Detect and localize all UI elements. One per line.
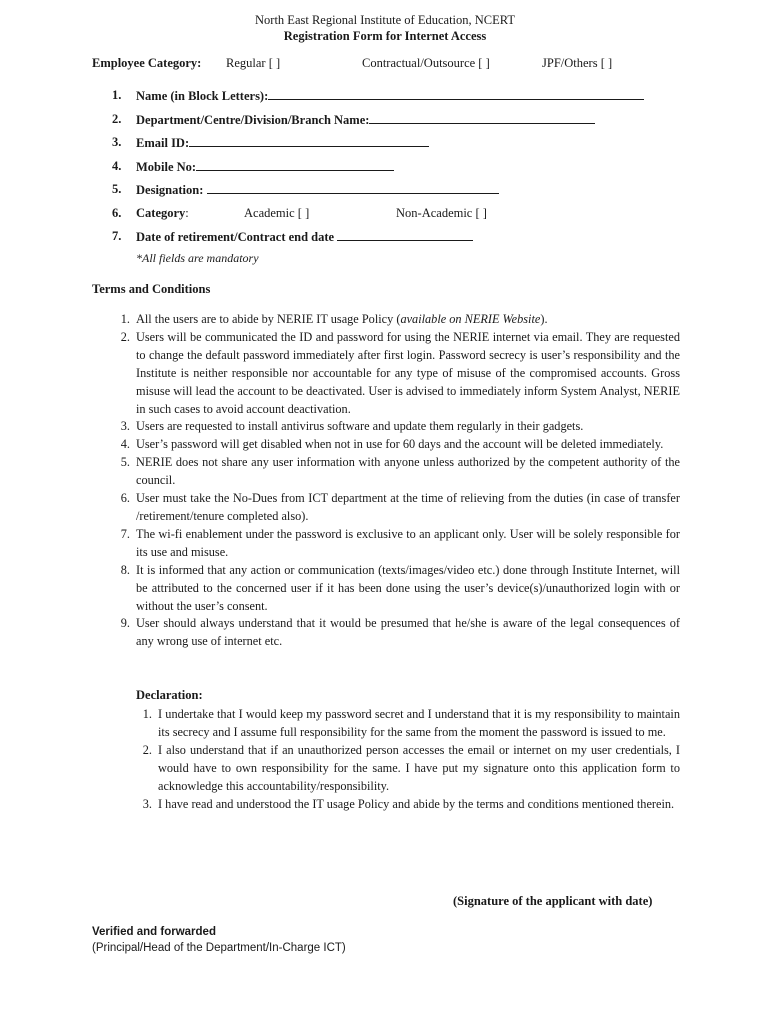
declaration-title: Declaration: bbox=[136, 688, 203, 702]
field-label: Date of retirement/Contract end date bbox=[136, 230, 335, 244]
terms-item-number: 6. bbox=[120, 491, 130, 506]
terms-item-text: All the users are to abide by NERIE IT usage Policy ( bbox=[136, 312, 401, 326]
field-label: Name (in Block Letters): bbox=[136, 89, 269, 103]
field-label: Email ID: bbox=[136, 136, 190, 150]
terms-item-number: 3. bbox=[120, 419, 130, 434]
terms-item-text: The wi-fi enablement under the password is exclusive to an applicant only. User will be solely responsible for its use and misuse. bbox=[136, 526, 680, 559]
category-option-jpf-others[interactable]: JPF/Others [ ] bbox=[542, 56, 613, 70]
email-input-line[interactable] bbox=[189, 134, 429, 147]
terms-item-number: 9. bbox=[120, 616, 130, 631]
declaration-item bbox=[132, 796, 680, 814]
field-label: Category bbox=[136, 205, 186, 220]
terms-item-number: 4. bbox=[120, 437, 130, 452]
mobile-input-line[interactable] bbox=[196, 158, 394, 171]
field-designation bbox=[112, 181, 682, 205]
field-label-colon: : bbox=[185, 205, 189, 220]
terms-item-text: User should always understand that it would be presumed that he/she is aware of the legal consequences of any wrong use of internet etc. bbox=[136, 616, 680, 649]
terms-item bbox=[108, 526, 680, 562]
field-number: 3. bbox=[112, 135, 122, 149]
terms-list bbox=[108, 311, 680, 651]
terms-item-number: 2. bbox=[120, 329, 130, 344]
category-option-regular[interactable]: Regular [ ] bbox=[226, 56, 281, 70]
declaration-item-text: I also understand that if an unauthorized person accesses the email or internet on my user credentials, I would have to own responsibility for the same. I have put my signature onto this application form to acknowledge this accountability/responsibility. bbox=[158, 742, 680, 793]
terms-item bbox=[108, 436, 680, 454]
terms-item-number: 7. bbox=[120, 526, 130, 541]
terms-item-number: 1. bbox=[120, 312, 130, 326]
field-number: 7. bbox=[112, 229, 122, 243]
signature-label: (Signature of the applicant with date) bbox=[453, 894, 653, 908]
field-number: 1. bbox=[112, 88, 122, 102]
terms-item bbox=[108, 490, 680, 526]
declaration-item bbox=[132, 706, 680, 742]
terms-item-number: 8. bbox=[120, 562, 130, 577]
field-name bbox=[112, 87, 682, 111]
category-option-non-academic[interactable]: Non-Academic [ ] bbox=[396, 205, 487, 220]
mandatory-note: *All fields are mandatory bbox=[136, 251, 259, 265]
name-input-line[interactable] bbox=[268, 87, 644, 100]
verified-forwarded-label: Verified and forwarded bbox=[92, 926, 216, 938]
institute-name: North East Regional Institute of Education, NCERT bbox=[255, 13, 515, 27]
form-title: Registration Form for Internet Access bbox=[283, 29, 487, 43]
terms-item-italic: available on NERIE Website bbox=[400, 312, 541, 326]
terms-item bbox=[108, 418, 680, 436]
terms-item-text: Users are requested to install antivirus software and update them regularly in their gadgets. bbox=[136, 419, 584, 434]
verifier-role-label: (Principal/Head of the Department/In-Charge ICT) bbox=[92, 942, 346, 954]
designation-input-line[interactable] bbox=[207, 181, 499, 194]
terms-item-text: Users will be communicated the ID and password for using the NERIE internet via email. They are requested to change the default password immediately after first login. Password secrecy is user’s responsibility and the Institute is neither responsible nor accountable for any type of misuse of the compromised accounts. Gross misuse will lead the account to be deactivated. User is advised to immediately inform System Analyst, NERIE in such cases to avoid account deactivation. bbox=[136, 329, 680, 416]
declaration-item-text: I undertake that I would keep my password secret and I understand that it is my responsibility to maintain its secrecy and I assume full responsibility for the same from the moment the password is issued to me. bbox=[158, 707, 680, 739]
terms-item-text: User must take the No-Dues from ICT department at the time of relieving from the duties (in case of transfer /retirement/tenure completed also). bbox=[136, 491, 680, 523]
terms-item-number: 5. bbox=[120, 455, 130, 470]
employee-category-label: Employee Category: bbox=[92, 56, 202, 70]
field-number: 5. bbox=[112, 182, 122, 196]
terms-item bbox=[108, 311, 680, 329]
field-category bbox=[112, 205, 682, 229]
applicant-fields-list bbox=[112, 87, 682, 252]
terms-item bbox=[108, 329, 680, 419]
field-number: 4. bbox=[112, 158, 122, 173]
terms-item bbox=[108, 615, 680, 651]
declaration-item-number: 2. bbox=[142, 742, 152, 757]
field-label: Department/Centre/Division/Branch Name: bbox=[136, 112, 370, 127]
terms-title: Terms and Conditions bbox=[92, 282, 211, 296]
field-department bbox=[112, 111, 682, 135]
declaration-item bbox=[132, 742, 680, 796]
terms-item-text: User’s password will get disabled when not in use for 60 days and the account will be deleted immediately. bbox=[136, 437, 664, 452]
field-retirement-date bbox=[112, 228, 682, 252]
terms-item-text-end: ). bbox=[540, 312, 548, 326]
field-mobile bbox=[112, 158, 682, 182]
declaration-item-number: 1. bbox=[142, 707, 152, 721]
declaration-item-text: I have read and understood the IT usage Policy and abide by the terms and conditions mentioned therein. bbox=[158, 796, 675, 811]
category-option-academic[interactable]: Academic [ ] bbox=[244, 205, 310, 220]
terms-item bbox=[108, 562, 680, 616]
field-number: 6. bbox=[112, 205, 122, 220]
category-option-contractual[interactable]: Contractual/Outsource [ ] bbox=[362, 56, 490, 70]
field-number: 2. bbox=[112, 111, 122, 126]
terms-item-text: NERIE does not share any user information with anyone unless authorized by the competent authority of the council. bbox=[136, 455, 680, 488]
terms-item-text: It is informed that any action or communication (texts/images/video etc.) done through Institute Internet, will be attributed to the concerned user if it has been done using the user’s device(s)/unauthorized login with or without the user’s consent. bbox=[136, 562, 680, 613]
declaration-list bbox=[132, 706, 680, 813]
employee-category-row bbox=[92, 56, 692, 72]
field-label: Mobile No: bbox=[136, 159, 197, 174]
retirement-date-input-line[interactable] bbox=[337, 228, 473, 241]
field-email bbox=[112, 134, 682, 158]
field-label: Designation: bbox=[136, 183, 204, 197]
declaration-item-number: 3. bbox=[142, 796, 152, 811]
terms-item bbox=[108, 454, 680, 490]
department-input-line[interactable] bbox=[369, 111, 595, 124]
